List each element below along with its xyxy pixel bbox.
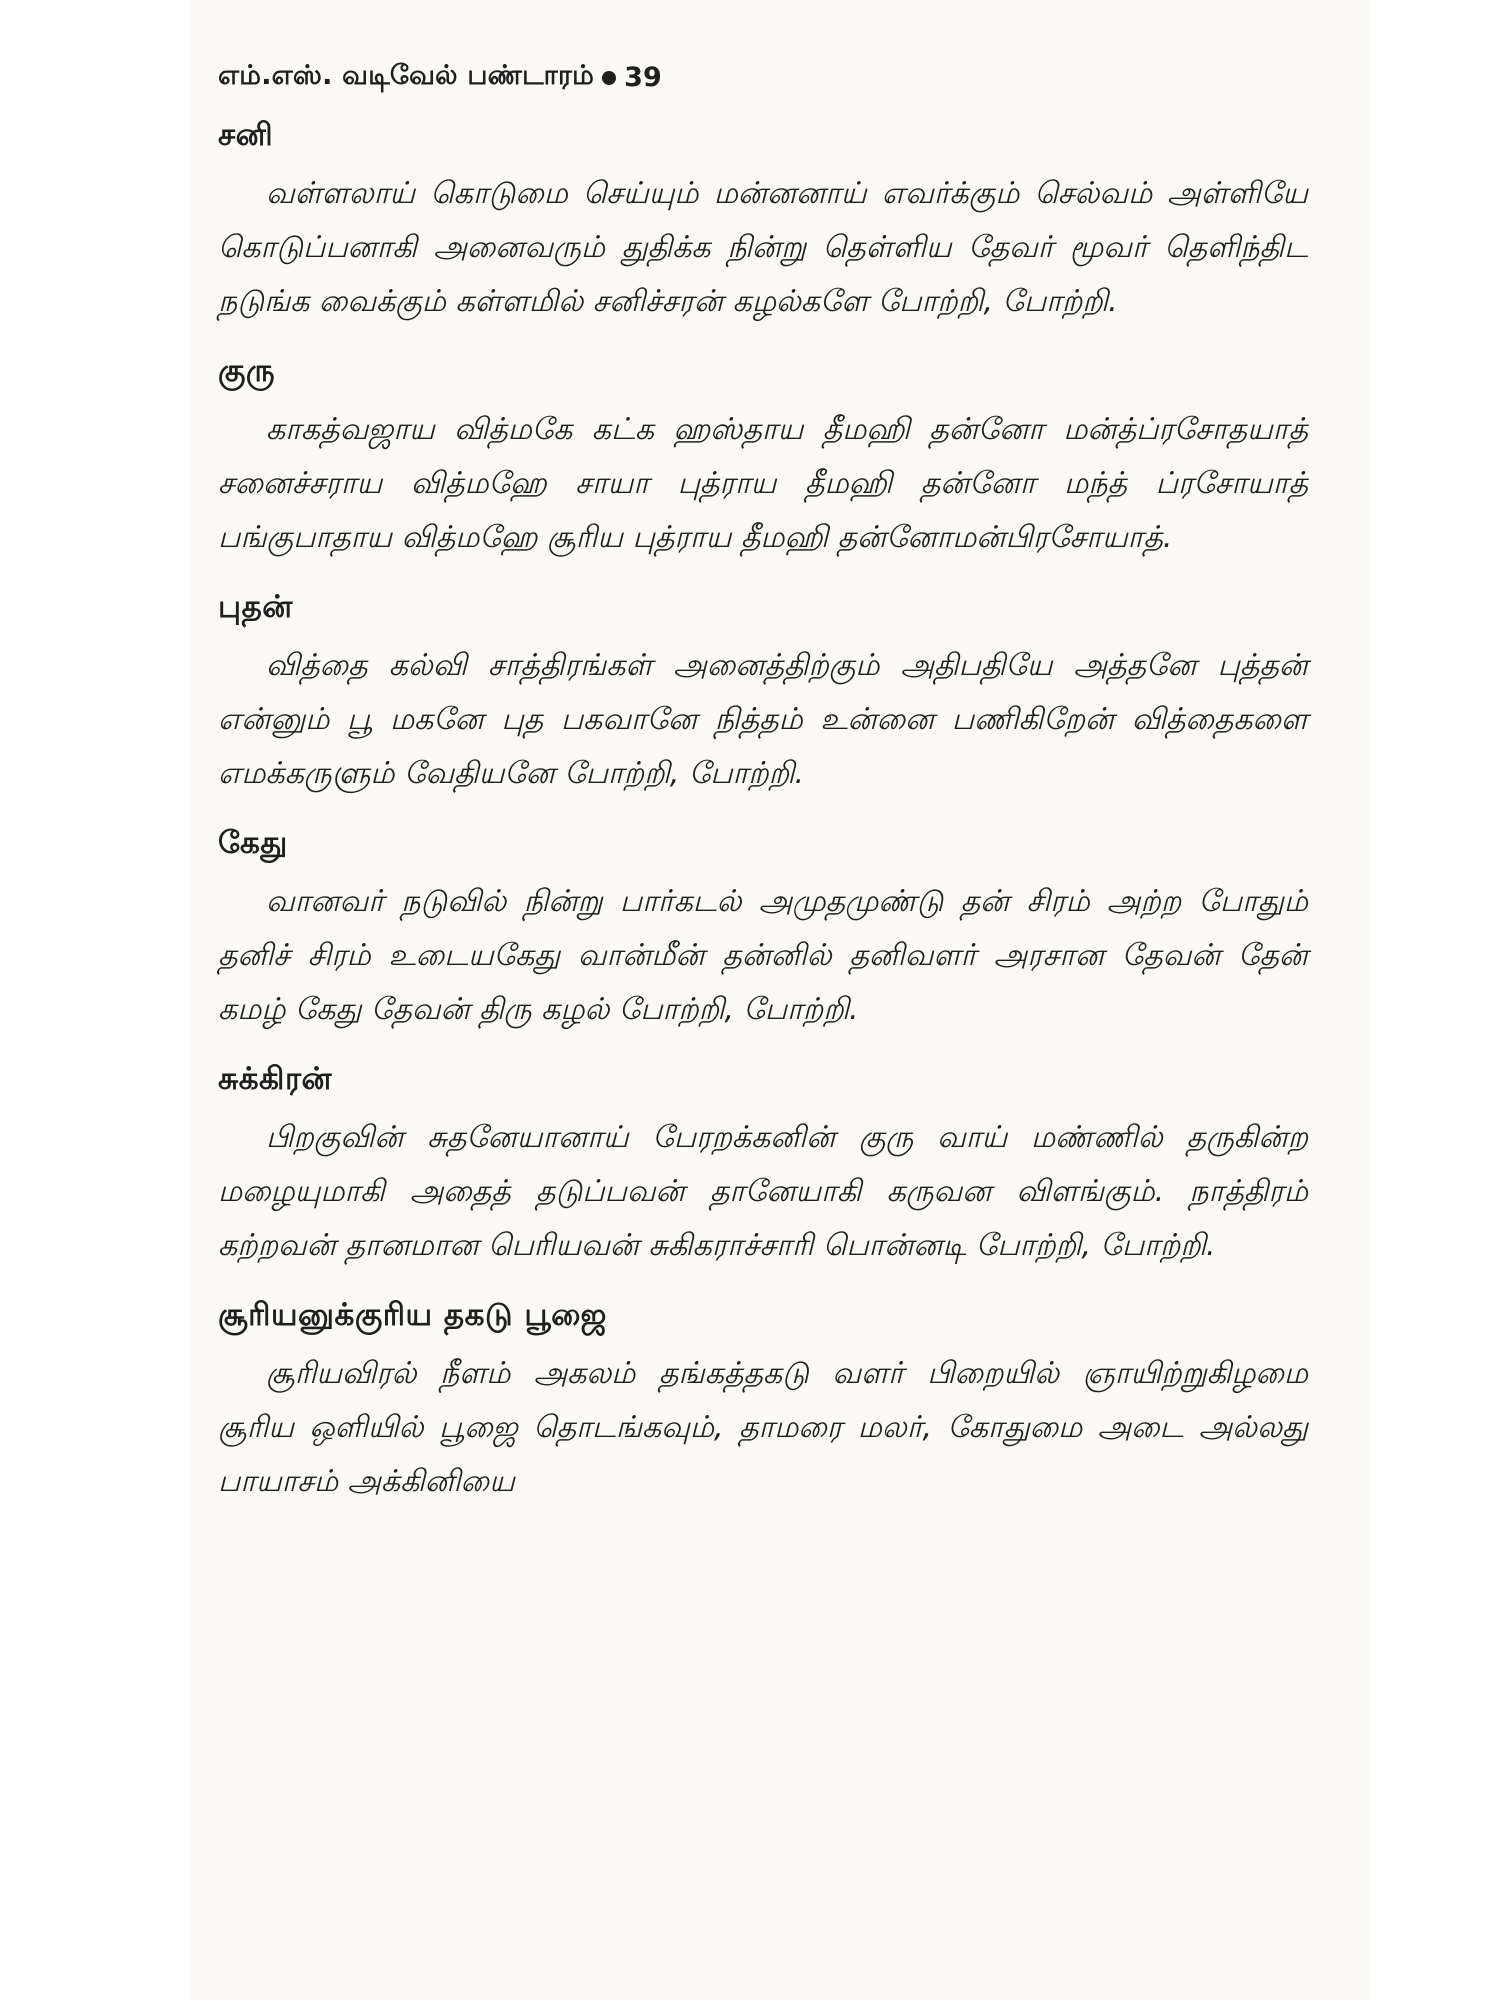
section-heading: சனி (218, 117, 274, 153)
section-paragraph: சூரியவிரல் நீளம் அகலம் தங்கத்தகடு வளர் பிறையில் ஞாயிற்றுகிழமை சூரிய ஒளியில் பூஜை தொடங்கவும், தாமரை மலர், கோதுமை அடை அல்லது பாயாசம் அக்கினியை (218, 1356, 1308, 1499)
bullet-icon (602, 71, 616, 85)
running-header (218, 60, 1308, 95)
section-budhan (218, 589, 1308, 801)
section-heading: குரு (218, 353, 276, 389)
section-sani (218, 117, 1308, 329)
section-paragraph: பிறகுவின் சுதனேயானாய் பேரறக்கனின் குரு வாய் மண்ணில் தருகின்ற மழையுமாகி அதைத் தடுப்பவன் தானேயாகி கருவன விளங்கும். நாத்திரம் கற்றவன் தானமான பெரியவன் சுகிகராச்சாரி பொன்னடி போற்றி, போற்றி. (218, 1120, 1308, 1263)
section-heading: புதன் (218, 589, 293, 625)
section-heading: சூரியனுக்குரிய தகடு பூஜை (218, 1297, 607, 1333)
section-paragraph: வள்ளலாய் கொடுமை செய்யும் மன்னனாய் எவர்க்கும் செல்வம் அள்ளியே கொடுப்பனாகி அனைவரும் துதிக்க நின்று தெள்ளிய தேவர் மூவர் தெளிந்திட நடுங்க வைக்கும் கள்ளமில் சனிச்சரன் கழல்களே போற்றி, போற்றி. (218, 176, 1308, 319)
section-heading: சுக்கிரன் (218, 1061, 333, 1097)
section-heading: கேது (218, 825, 288, 861)
section-surya-pooja (218, 1297, 1308, 1509)
section-guru (218, 353, 1308, 565)
page-content (218, 60, 1308, 1533)
section-sukkiran (218, 1061, 1308, 1273)
running-header-text: எம்.எஸ். வடிவேல் பண்டாரம் (218, 60, 595, 91)
section-kethu (218, 825, 1308, 1037)
section-paragraph: வானவர் நடுவில் நின்று பார்கடல் அமுதமுண்டு தன் சிரம் அற்ற போதும் தனிச் சிரம் உடையகேது வான்மீன் தன்னில் தனிவளர் அரசான தேவன் தேன் கமழ் கேது தேவன் திரு கழல் போற்றி, போற்றி. (218, 884, 1308, 1027)
page-number: 39 (624, 62, 663, 93)
section-paragraph: வித்தை கல்வி சாத்திரங்கள் அனைத்திற்கும் அதிபதியே அத்தனே புத்தன் என்னும் பூ மகனே புத பகவானே நித்தம் உன்னை பணிகிறேன் வித்தைகளை எமக்கருளும் வேதியனே போற்றி, போற்றி. (218, 648, 1308, 791)
section-paragraph: காகத்வஜாய வித்மகே கட்க ஹஸ்தாய தீமஹி தன்னோ மன்த்ப்ரசோதயாத் சனைச்சராய வித்மஹே சாயா புத்ராய தீமஹி தன்னோ மந்த் ப்ரசோயாத் பங்குபாதாய வித்மஹே சூரிய புத்ராய தீமஹி தன்னோமன்பிரசோயாத். (218, 412, 1308, 555)
